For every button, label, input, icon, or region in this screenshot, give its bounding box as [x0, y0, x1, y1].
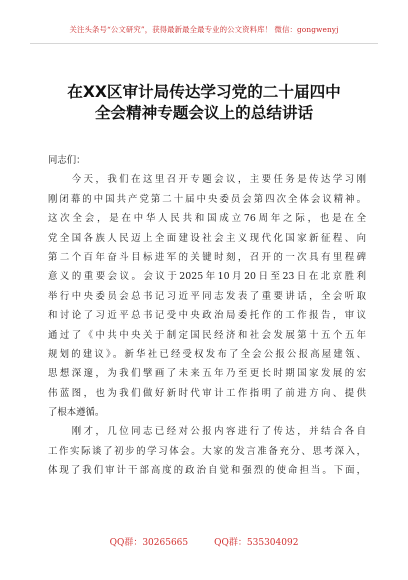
body-line: 伟蓝图，也为我们做好新时代审计工作指明了前进方向、提供 — [48, 387, 366, 399]
body-line: 规划的建议》。新华社已经受权发布了全会公报公报高屋建瓴、 — [48, 348, 366, 360]
body-line: 工作实际谈了初步的学习体会。大家的发言准备充分、思考深入， — [48, 445, 366, 457]
body-line: 第二个百年奋斗目标进军的关键时刻，召开的一次具有里程碑 — [48, 251, 366, 263]
body-line: 刚闭幕的中国共产党第二十届中央委员会第四次全体会议精神。 — [48, 193, 366, 205]
body-line: 了根本遵循。 — [48, 407, 105, 419]
body-line: 和讨论了习近平总书记受中央政治局委托作的工作报告，审议 — [48, 310, 366, 322]
document-title — [40, 82, 368, 124]
title-line-1: 在XX区审计局传达学习党的二十届四中 — [67, 83, 341, 101]
body-line: 这次全会，是在中华人民共和国成立76周年之际，也是在全 — [48, 213, 366, 225]
document-body — [48, 151, 366, 481]
body-line: 体现了我们审计干部高度的政治自觉和强烈的使命担当。下面， — [48, 465, 366, 477]
footer-qq-group-1: QQ群：30265665 — [109, 538, 189, 548]
footer-contact — [0, 535, 408, 548]
footer-qq-group-2: QQ群：535304092 — [214, 538, 299, 548]
header-divider — [30, 43, 378, 44]
salutation: 同志们： — [48, 155, 86, 166]
body-line: 党全国各族人民迈上全面建设社会主义现代化国家新征程、向 — [48, 232, 366, 244]
body-line: 思想深邃，为我们擘画了未来五年乃至更长时期国家发展的宏 — [48, 368, 366, 380]
title-line-2: 全会精神专题会议上的总结讲话 — [94, 104, 314, 122]
body-line: 通过了《中共中央关于制定国民经济和社会发展第十五个五年 — [48, 329, 366, 341]
body-line: 举行中央委员会总书记习近平同志发表了重要讲话，全会听取 — [48, 290, 366, 302]
body-line: 刚才，几位同志已经对公报内容进行了传达，并结合各自 — [48, 426, 366, 438]
body-line: 今天，我们在这里召开专题会议，主要任务是传达学习刚 — [48, 174, 366, 186]
body-line: 意义的重要会议。会议于2025年10月20日至23日在北京胜利 — [48, 271, 366, 283]
header-banner: 关注头条号“公文研究”，获得最新最全最专业的公文资料库！ 微信：gongwenyj — [69, 25, 339, 34]
